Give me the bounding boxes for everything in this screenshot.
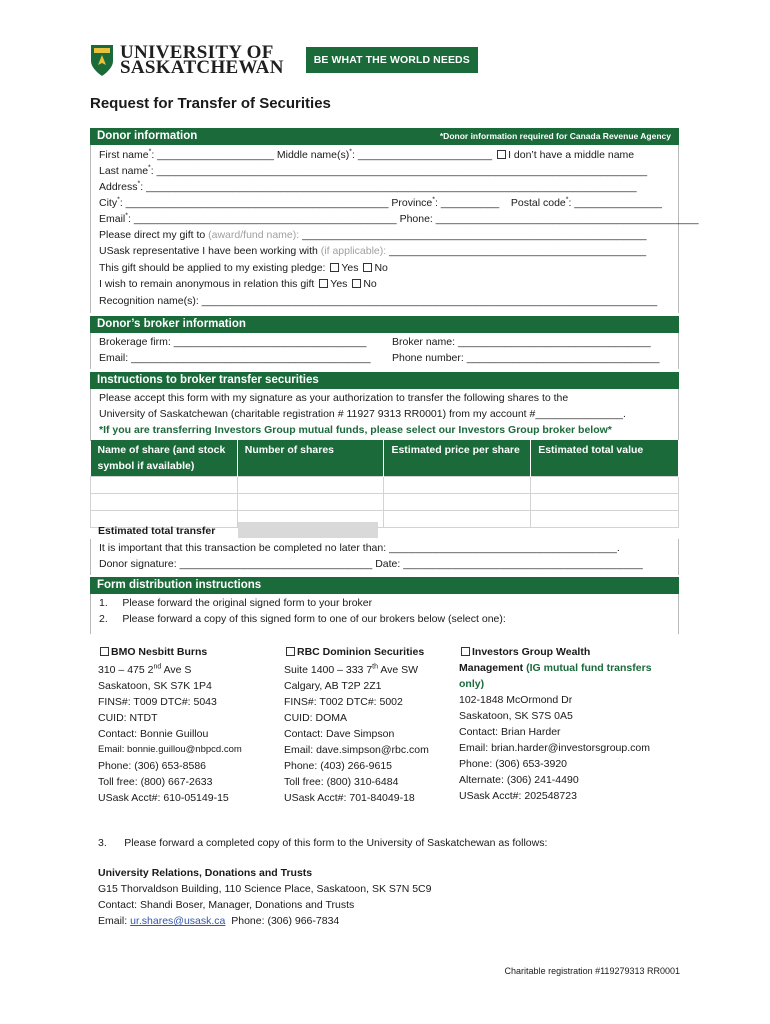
postal-code-label: Postal code	[510, 197, 566, 209]
rep-row	[99, 243, 646, 259]
ig-phone: Phone: (306) 653-3920	[459, 758, 567, 770]
ig-checkbox[interactable]	[461, 647, 470, 656]
last-name-label: Last name	[99, 165, 149, 177]
university-wordmark	[120, 42, 284, 78]
rbc-cuid: CUID: DOMA	[284, 712, 347, 724]
bmo-address: 310 – 475 2	[98, 664, 154, 676]
distribution-band	[90, 577, 679, 594]
step-1: 1. Please forward the original signed form to your broker	[99, 597, 373, 609]
last-name-row: Last name*: ____________________________________________________________________________________	[99, 164, 648, 177]
pledge-no-label: No	[374, 262, 388, 274]
province-field[interactable]: __________	[440, 197, 500, 209]
ur-contact: Contact: Shandi Boser, Manager, Donations and Trusts	[98, 899, 355, 911]
rbc-phone: Phone: (403) 266-9615	[284, 760, 392, 772]
instructions-section	[90, 389, 679, 441]
signature-section	[90, 539, 679, 575]
ig-contact: Contact: Brian Harder	[459, 726, 561, 738]
ur-address: G15 Thorvaldson Building, 110 Science Place, Saskatoon, SK S7N 5C9	[98, 883, 432, 895]
recognition-field[interactable]: ______________________________________________________________________________	[201, 295, 658, 307]
table-cell[interactable]	[384, 477, 531, 494]
anonymous-row	[99, 276, 377, 292]
anonymous-no-label: No	[363, 278, 377, 290]
bmo-address-sup: nd	[153, 663, 162, 671]
ig-address: 102-1848 McOrmond Dr	[459, 694, 573, 706]
rbc-checkbox[interactable]	[286, 647, 295, 656]
address-label: Address	[99, 181, 138, 193]
direct-gift-hint: (award/fund name):	[208, 229, 300, 241]
table-row	[91, 494, 679, 511]
donor-info-section	[90, 145, 699, 313]
bmo-name: BMO Nesbitt Burns	[111, 646, 208, 658]
university-crest-icon	[90, 43, 114, 77]
pledge-yes-checkbox[interactable]	[330, 263, 339, 272]
brokerage-firm-row	[99, 334, 366, 350]
broker-info-section	[90, 333, 679, 369]
col-share-name: Name of share (and stock symbol if available)	[91, 440, 238, 477]
shares-header-row	[91, 440, 679, 477]
bmo-acct: USask Acct#: 610-05149-15	[98, 792, 229, 804]
city-label: City	[99, 197, 118, 209]
table-cell[interactable]	[237, 477, 384, 494]
step-2: 2. Please forward a copy of this signed form to one of our brokers below (select one):	[99, 613, 506, 625]
signature-row	[99, 556, 643, 572]
city-field[interactable]: _____________________________________________	[125, 197, 389, 209]
ig-acct: USask Acct#: 202548723	[459, 790, 577, 802]
donor-signature-field[interactable]: _________________________________	[179, 558, 373, 570]
date-field[interactable]: _________________________________________	[403, 558, 643, 570]
broker-name-field[interactable]: _________________________________	[457, 336, 651, 348]
bmo-toll-free: Toll free: (800) 667-2633	[98, 776, 213, 788]
table-cell[interactable]	[531, 477, 679, 494]
middle-name-field[interactable]: _______________________	[357, 149, 493, 161]
table-cell[interactable]	[531, 494, 679, 511]
page-title: Request for Transfer of Securities	[90, 95, 331, 112]
bmo-checkbox[interactable]	[100, 647, 109, 656]
direct-gift-row	[99, 227, 647, 243]
middle-name-label: Middle name(s)	[276, 149, 350, 161]
recognition-row	[99, 293, 657, 309]
distribution-heading: Form distribution instructions	[97, 579, 262, 591]
ur-email-row	[98, 913, 431, 929]
broker-rbc	[284, 644, 429, 806]
cra-note: *Donor information required for Canada Revenue Agency	[439, 131, 671, 141]
ur-email-link[interactable]: ur.shares@usask.ca	[130, 915, 226, 927]
broker-info-band	[90, 316, 679, 333]
ig-note-2: only)	[459, 678, 485, 690]
table-cell[interactable]	[531, 511, 679, 528]
instructions-line1: Please accept this form with my signature as your authorization to transfer the following shares to the	[99, 392, 569, 404]
instructions-heading: Instructions to broker transfer securities	[97, 374, 319, 386]
table-cell[interactable]	[91, 494, 238, 511]
header	[90, 40, 478, 80]
rep-label: USask representative I have been working with	[99, 245, 318, 257]
rbc-address-end: Ave SW	[378, 664, 419, 676]
donor-signature-label: Donor signature:	[99, 558, 177, 570]
bmo-city: Saskatoon, SK S7K 1P4	[98, 680, 212, 692]
step-3: 3. Please forward a completed copy of this form to the University of Saskatchewan as follows:	[98, 837, 548, 849]
instructions-band	[90, 372, 679, 389]
direct-gift-label: Please direct my gift to	[99, 229, 206, 241]
estimated-total-label: Estimated total transfer	[98, 525, 216, 537]
email-field[interactable]: _____________________________________________	[133, 213, 397, 225]
rbc-toll-free: Toll free: (800) 310-6484	[284, 776, 399, 788]
step-1-text: Please forward the original signed form to your broker	[122, 597, 373, 609]
instructions-line2: University of Saskatchewan (charitable registration # 11927 9313 RR0001) from my account #_______________.	[99, 408, 626, 420]
first-name-field[interactable]: ____________________	[157, 149, 274, 161]
first-name-label: First name	[99, 149, 149, 161]
bmo-phone: Phone: (306) 653-8586	[98, 760, 206, 772]
broker-info-heading: Donor’s broker information	[97, 318, 246, 330]
no-middle-name-label: I don’t have a middle name	[508, 149, 635, 161]
donor-info-heading: Donor information	[97, 130, 198, 142]
charitable-registration-footer: Charitable registration #119279313 RR0001	[504, 966, 680, 976]
broker-email-row	[99, 350, 371, 366]
rbc-fins: FINS#: T002 DTC#: 5002	[284, 696, 403, 708]
postal-code-field[interactable]: _______________	[574, 197, 662, 209]
broker-ig	[459, 644, 652, 804]
ur-phone: Phone: (306) 966-7834	[231, 915, 340, 927]
anonymous-label: I wish to remain anonymous in relation this gift	[99, 278, 315, 290]
ig-city: Saskatoon, SK S7S 0A5	[459, 710, 573, 722]
distribution-section	[90, 594, 679, 634]
anonymous-yes-checkbox[interactable]	[319, 279, 328, 288]
rbc-name: RBC Dominion Securities	[297, 646, 425, 658]
anonymous-no-checkbox[interactable]	[352, 279, 361, 288]
name-row: First name*: ____________________ Middle name(s)*: _______________________ I don’t have a middle name	[99, 148, 635, 161]
step-3-text: Please forward a completed copy of this form to the University of Saskatchewan as follows:	[124, 837, 548, 849]
phone-field[interactable]: _____________________________________________	[435, 213, 699, 225]
broker-bmo	[98, 644, 242, 806]
direct-gift-field[interactable]: ___________________________________________________________	[302, 229, 647, 241]
city-row: City*: _____________________________________________ Province*: __________ Postal code*: _______________	[99, 196, 662, 209]
ig-alternate: Alternate: (306) 241-4490	[459, 774, 579, 786]
ig-name-2: Management	[459, 662, 524, 674]
donor-info-band	[90, 128, 679, 145]
recognition-label: Recognition name(s):	[99, 295, 199, 307]
table-cell[interactable]	[384, 511, 531, 528]
col-total-value: Estimated total value	[531, 440, 679, 477]
rbc-email: Email: dave.simpson@rbc.com	[284, 744, 429, 756]
wordmark-line2: SASKATCHEWAN	[120, 57, 284, 78]
rep-field[interactable]: ____________________________________________	[389, 245, 647, 257]
broker-phone-row	[392, 350, 659, 366]
wordmark-line1: UNIVERSITY OF	[120, 42, 274, 63]
broker-email-field[interactable]: _________________________________________	[131, 352, 371, 364]
pledge-yes-label: Yes	[341, 262, 359, 274]
province-label: Province	[391, 197, 433, 209]
rep-hint: (if applicable):	[320, 245, 387, 257]
brokerage-firm-label: Brokerage firm:	[99, 336, 171, 348]
ur-title: University Relations, Donations and Trusts	[98, 867, 313, 879]
brokerage-firm-field[interactable]: _________________________________	[173, 336, 367, 348]
rbc-city: Calgary, AB T2P 2Z1	[284, 680, 382, 692]
broker-email-label: Email:	[99, 352, 129, 364]
broker-name-row	[392, 334, 651, 350]
table-cell[interactable]	[237, 494, 384, 511]
bmo-address-end: Ave S	[161, 664, 192, 676]
phone-label: Phone:	[399, 213, 433, 225]
broker-name-label: Broker name:	[392, 336, 456, 348]
table-cell[interactable]	[384, 494, 531, 511]
deadline-line: It is important that this transaction be completed no later than: _______________________________________.	[99, 542, 620, 554]
table-row	[91, 477, 679, 494]
broker-phone-field[interactable]: _________________________________	[466, 352, 660, 364]
pledge-no-checkbox[interactable]	[363, 263, 372, 272]
last-name-field[interactable]: ____________________________________________________________________________________	[156, 165, 648, 177]
pledge-row	[99, 260, 388, 276]
ig-transfer-note: *If you are transferring Investors Group mutual funds, please select our Investors Group broker below*	[99, 424, 612, 436]
ig-name: Investors Group Wealth	[472, 646, 591, 658]
address-field[interactable]: ____________________________________________________________________________________	[146, 181, 637, 193]
pledge-label: This gift should be applied to my existing pledge:	[99, 262, 326, 274]
bmo-cuid: CUID: NTDT	[98, 712, 158, 724]
email-row: Email*: _____________________________________________ Phone: _____________________________________________	[99, 212, 699, 225]
table-cell[interactable]	[91, 477, 238, 494]
step-2-text: Please forward a copy of this signed form to one of our brokers below (select one):	[122, 613, 506, 625]
rbc-contact: Contact: Dave Simpson	[284, 728, 395, 740]
shares-table	[90, 440, 679, 528]
col-price-per-share: Estimated price per share	[384, 440, 531, 477]
address-row: Address*: ____________________________________________________________________________________	[99, 180, 637, 193]
anonymous-yes-label: Yes	[330, 278, 348, 290]
tagline: BE WHAT THE WORLD NEEDS	[306, 47, 478, 73]
broker-phone-label: Phone number:	[392, 352, 464, 364]
rbc-address-sup: th	[372, 663, 379, 671]
rbc-acct: USask Acct#: 701-84049-18	[284, 792, 415, 804]
col-number-shares: Number of shares	[237, 440, 384, 477]
ur-contact-block	[98, 865, 431, 929]
email-label: Email	[99, 213, 126, 225]
ig-email: Email: brian.harder@investorsgroup.com	[459, 742, 650, 754]
bmo-email: Email: bonnie.guillou@nbpcd.com	[98, 744, 242, 755]
estimated-total-field[interactable]	[238, 522, 378, 538]
ur-email-label: Email:	[98, 915, 128, 927]
bmo-contact: Contact: Bonnie Guillou	[98, 728, 209, 740]
bmo-fins: FINS#: T009 DTC#: 5043	[98, 696, 217, 708]
date-label: Date:	[375, 558, 401, 570]
no-middle-name-checkbox[interactable]	[497, 150, 506, 159]
rbc-address: Suite 1400 – 333 7	[284, 664, 373, 676]
ig-note: (IG mutual fund transfers	[526, 662, 652, 674]
